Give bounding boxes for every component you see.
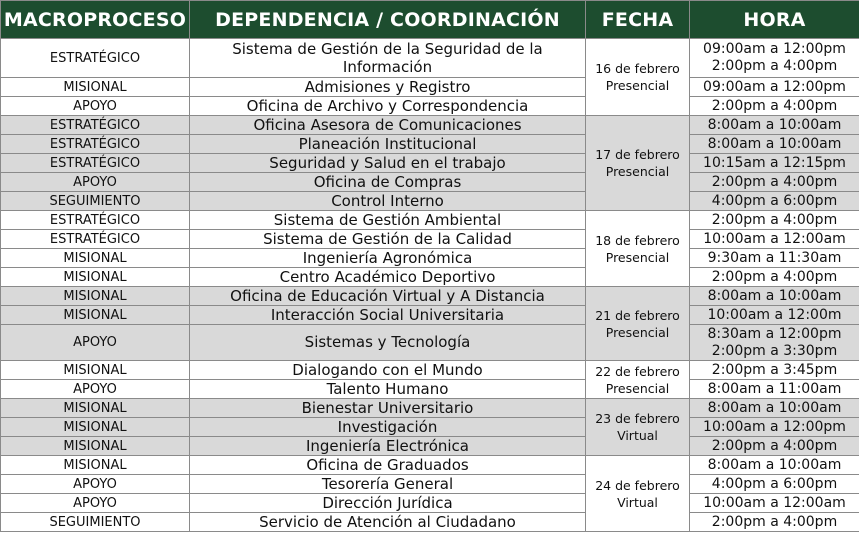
dependencia-cell: Oficina Asesora de Comunicaciones xyxy=(190,116,586,135)
hora-cell: 8:00am a 10:00am xyxy=(690,399,859,418)
hora-cell: 9:30am a 11:30am xyxy=(690,249,859,268)
header-dependencia: DEPENDENCIA / COORDINACIÓN xyxy=(190,1,586,39)
dependencia-cell: Bienestar Universitario xyxy=(190,399,586,418)
macroproceso-cell: ESTRATÉGICO xyxy=(1,39,190,78)
macroproceso-cell: MISIONAL xyxy=(1,399,190,418)
macroproceso-cell: MISIONAL xyxy=(1,306,190,325)
fecha-cell: 24 de febrero Virtual xyxy=(586,456,690,532)
dependencia-cell: Oficina de Graduados xyxy=(190,456,586,475)
table-row xyxy=(1,380,859,399)
hora-cell: 8:00am a 10:00am xyxy=(690,135,859,154)
macroproceso-cell: ESTRATÉGICO xyxy=(1,154,190,173)
dependencia-cell: Interacción Social Universitaria xyxy=(190,306,586,325)
header-macroproceso: MACROPROCESO xyxy=(1,1,190,39)
macroproceso-cell: ESTRATÉGICO xyxy=(1,135,190,154)
table-row xyxy=(1,325,859,361)
macroproceso-cell: MISIONAL xyxy=(1,437,190,456)
header-row xyxy=(1,1,859,39)
hora-cell: 4:00pm a 6:00pm xyxy=(690,192,859,211)
table-row xyxy=(1,437,859,456)
dependencia-cell: Investigación xyxy=(190,418,586,437)
macroproceso-cell: SEGUIMIENTO xyxy=(1,513,190,532)
table-row xyxy=(1,361,859,380)
hora-cell: 8:00am a 10:00am xyxy=(690,287,859,306)
macroproceso-cell: MISIONAL xyxy=(1,456,190,475)
fecha-cell: 22 de febrero Presencial xyxy=(586,361,690,399)
hora-cell: 09:00am a 12:00pm 2:00pm a 4:00pm xyxy=(690,39,859,78)
dependencia-cell: Ingeniería Electrónica xyxy=(190,437,586,456)
hora-cell: 2:00pm a 4:00pm xyxy=(690,211,859,230)
dependencia-cell: Sistemas y Tecnología xyxy=(190,325,586,361)
hora-cell: 2:00pm a 4:00pm xyxy=(690,437,859,456)
table-row xyxy=(1,306,859,325)
hora-cell: 2:00pm a 4:00pm xyxy=(690,97,859,116)
dependencia-cell: Oficina de Compras xyxy=(190,173,586,192)
hora-cell: 10:15am a 12:15pm xyxy=(690,154,859,173)
header-hora: HORA xyxy=(690,1,859,39)
macroproceso-cell: APOYO xyxy=(1,325,190,361)
dependencia-cell: Seguridad y Salud en el trabajo xyxy=(190,154,586,173)
hora-cell: 8:00am a 11:00am xyxy=(690,380,859,399)
macroproceso-cell: MISIONAL xyxy=(1,78,190,97)
table-row xyxy=(1,173,859,192)
fecha-cell: 21 de febrero Presencial xyxy=(586,287,690,361)
table-row xyxy=(1,494,859,513)
hora-cell: 10:00am a 12:00m xyxy=(690,306,859,325)
table-row xyxy=(1,268,859,287)
table-row xyxy=(1,97,859,116)
table-row xyxy=(1,116,859,135)
macroproceso-cell: SEGUIMIENTO xyxy=(1,192,190,211)
table-row xyxy=(1,211,859,230)
macroproceso-cell: MISIONAL xyxy=(1,268,190,287)
fecha-cell: 18 de febrero Presencial xyxy=(586,211,690,287)
fecha-cell: 16 de febrero Presencial xyxy=(586,39,690,116)
dependencia-cell: Talento Humano xyxy=(190,380,586,399)
dependencia-cell: Planeación Institucional xyxy=(190,135,586,154)
macroproceso-cell: APOYO xyxy=(1,173,190,192)
hora-cell: 8:30am a 12:00pm 2:00pm a 3:30pm xyxy=(690,325,859,361)
hora-cell: 09:00am a 12:00pm xyxy=(690,78,859,97)
table-row xyxy=(1,456,859,475)
macroproceso-cell: APOYO xyxy=(1,494,190,513)
table-row xyxy=(1,192,859,211)
hora-cell: 10:00am a 12:00pm xyxy=(690,418,859,437)
table-row xyxy=(1,78,859,97)
table-row xyxy=(1,135,859,154)
table-row xyxy=(1,513,859,532)
macroproceso-cell: ESTRATÉGICO xyxy=(1,230,190,249)
macroproceso-cell: APOYO xyxy=(1,97,190,116)
table-row xyxy=(1,39,859,78)
macroproceso-cell: ESTRATÉGICO xyxy=(1,116,190,135)
table-row xyxy=(1,154,859,173)
dependencia-cell: Sistema de Gestión de la Calidad xyxy=(190,230,586,249)
dependencia-cell: Control Interno xyxy=(190,192,586,211)
hora-cell: 2:00pm a 4:00pm xyxy=(690,173,859,192)
dependencia-cell: Servicio de Atención al Ciudadano xyxy=(190,513,586,532)
macroproceso-cell: ESTRATÉGICO xyxy=(1,211,190,230)
macroproceso-cell: MISIONAL xyxy=(1,361,190,380)
dependencia-cell: Tesorería General xyxy=(190,475,586,494)
table-row xyxy=(1,230,859,249)
table-row xyxy=(1,418,859,437)
macroproceso-cell: MISIONAL xyxy=(1,249,190,268)
dependencia-cell: Oficina de Archivo y Correspondencia xyxy=(190,97,586,116)
table-row xyxy=(1,287,859,306)
hora-cell: 8:00am a 10:00am xyxy=(690,456,859,475)
fecha-cell: 17 de febrero Presencial xyxy=(586,116,690,211)
table-row xyxy=(1,475,859,494)
table-row xyxy=(1,249,859,268)
dependencia-cell: Admisiones y Registro xyxy=(190,78,586,97)
dependencia-cell: Oficina de Educación Virtual y A Distancia xyxy=(190,287,586,306)
fecha-cell: 23 de febrero Virtual xyxy=(586,399,690,456)
dependencia-cell: Sistema de Gestión Ambiental xyxy=(190,211,586,230)
hora-cell: 8:00am a 10:00am xyxy=(690,116,859,135)
header-fecha: FECHA xyxy=(586,1,690,39)
dependencia-cell: Sistema de Gestión de la Seguridad de la Información xyxy=(190,39,586,78)
hora-cell: 2:00pm a 4:00pm xyxy=(690,513,859,532)
table-row xyxy=(1,399,859,418)
hora-cell: 2:00pm a 3:45pm xyxy=(690,361,859,380)
hora-cell: 4:00pm a 6:00pm xyxy=(690,475,859,494)
macroproceso-cell: APOYO xyxy=(1,475,190,494)
hora-cell: 2:00pm a 4:00pm xyxy=(690,268,859,287)
hora-cell: 10:00am a 12:00am xyxy=(690,230,859,249)
dependencia-cell: Dialogando con el Mundo xyxy=(190,361,586,380)
dependencia-cell: Ingeniería Agronómica xyxy=(190,249,586,268)
macroproceso-cell: MISIONAL xyxy=(1,287,190,306)
dependencia-cell: Centro Académico Deportivo xyxy=(190,268,586,287)
macroproceso-cell: MISIONAL xyxy=(1,418,190,437)
macroproceso-cell: APOYO xyxy=(1,380,190,399)
dependencia-cell: Dirección Jurídica xyxy=(190,494,586,513)
hora-cell: 10:00am a 12:00am xyxy=(690,494,859,513)
